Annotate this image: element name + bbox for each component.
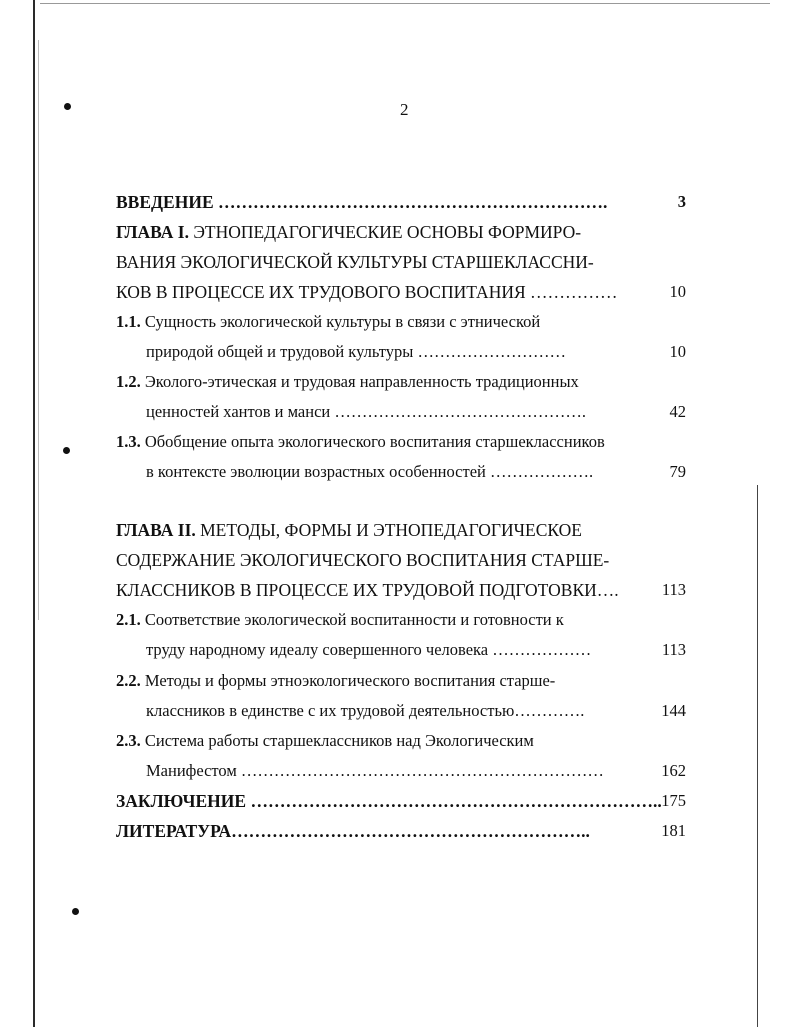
toc-entry-introduction[interactable] (116, 192, 607, 212)
toc-page-number: 113 (661, 640, 686, 659)
toc-section-number: 1.3. (116, 432, 141, 451)
toc-section-title-line (146, 701, 584, 721)
toc-section-title-text: природой общей и трудовой культуры (146, 342, 414, 361)
toc-chapter-title-line: ВАНИЯ ЭКОЛОГИЧЕСКОЙ КУЛЬТУРЫ СТАРШЕКЛАССНИ- (116, 252, 594, 272)
toc-page-number: 144 (661, 701, 686, 720)
toc-section-title-text: классников в единстве с их трудовой деятельностью (146, 701, 515, 720)
toc-leader-dots: …………………………………………………………. (218, 192, 608, 212)
toc-page-number: 181 (661, 821, 686, 840)
toc-page-number: 3 (677, 192, 686, 211)
toc-leader-dots: …………. (514, 701, 585, 720)
toc-section-title-line: Эколого-этическая и трудовая направленность традиционных (144, 372, 579, 391)
toc-page-number: 42 (669, 402, 686, 421)
toc-section-1-3[interactable] (116, 432, 605, 452)
toc-page-number: 162 (661, 761, 686, 780)
toc-section-title-text: труду народному идеалу совершенного человека (146, 640, 489, 659)
toc-section-title-line (146, 462, 593, 482)
toc-chapter-title-text: КЛАССНИКОВ В ПРОЦЕССЕ ИХ ТРУДОВОЙ ПОДГОТОВКИ (116, 580, 597, 600)
toc-entry-title: ЛИТЕРАТУРА (116, 821, 232, 841)
toc-leader-dots: ………………. (489, 462, 594, 481)
toc-section-title-line (146, 402, 586, 422)
toc-section-2-2[interactable] (116, 671, 555, 691)
toc-section-title-line (146, 342, 566, 362)
toc-section-title-line: Методы и формы этноэкологического воспитания старше- (144, 671, 556, 690)
toc-section-number: 1.1. (116, 312, 141, 331)
toc-leader-dots: …. (596, 580, 619, 600)
toc-section-title-line (146, 640, 591, 660)
toc-page-number: 10 (669, 282, 686, 301)
toc-entry-title: ВВЕДЕНИЕ (116, 192, 214, 212)
toc-section-title-line: Сущность экологической культуры в связи с этнической (144, 312, 541, 331)
toc-leader-dots: …………… (530, 282, 618, 302)
toc-page-number: 10 (669, 342, 686, 361)
toc-chapter-1-heading[interactable] (116, 222, 581, 242)
toc-chapter-title-line: МЕТОДЫ, ФОРМЫ И ЭТНОПЕДАГОГИЧЕСКОЕ (200, 520, 582, 540)
toc-page-number: 79 (669, 462, 686, 481)
toc-chapter-title-line: СОДЕРЖАНИЕ ЭКОЛОГИЧЕСКОГО ВОСПИТАНИЯ СТАРШЕ- (116, 550, 610, 570)
toc-leader-dots: ……………………… (417, 342, 566, 361)
toc-section-1-1[interactable] (116, 312, 540, 332)
toc-section-2-1[interactable] (116, 610, 564, 630)
toc-leader-dots: ……………… (492, 640, 592, 659)
toc-leader-dots: …………………………………………………………….. (250, 791, 662, 811)
toc-section-title-line: Обобщение опыта экологического воспитания старшеклассников (144, 432, 605, 451)
toc-chapter-title-text: КОВ В ПРОЦЕССЕ ИХ ТРУДОВОГО ВОСПИТАНИЯ (116, 282, 526, 302)
toc-chapter-title-line: ЭТНОПЕДАГОГИЧЕСКИЕ ОСНОВЫ ФОРМИРО- (193, 222, 582, 242)
toc-chapter-2-heading[interactable] (116, 520, 582, 540)
toc-chapter-title-line (116, 282, 618, 302)
toc-section-title-text: Манифестом (146, 761, 237, 780)
toc-leader-dots: …………………………………………………….. (231, 821, 590, 841)
page-number: 2 (400, 100, 409, 119)
toc-section-number: 2.1. (116, 610, 141, 629)
toc-chapter-label: ГЛАВА I. (116, 222, 189, 242)
toc-section-title-text: в контексте эволюции возрастных особенностей (146, 462, 486, 481)
toc-section-number: 2.3. (116, 731, 141, 750)
toc-section-number: 2.2. (116, 671, 141, 690)
toc-section-number: 1.2. (116, 372, 141, 391)
toc-page-number: 113 (661, 580, 686, 599)
toc-leader-dots: ………………………………………. (334, 402, 586, 421)
toc-entry-literature[interactable] (116, 821, 590, 841)
toc-section-2-3[interactable] (116, 731, 534, 751)
toc-leader-dots: ………………………………………………………… (240, 761, 604, 780)
toc-section-title-line: Система работы старшеклассников над Экологическим (144, 731, 534, 750)
toc-section-title-line: Соответствие экологической воспитанности и готовности к (144, 610, 564, 629)
toc-section-1-2[interactable] (116, 372, 579, 392)
toc-entry-conclusion[interactable] (116, 791, 662, 811)
toc-chapter-label: ГЛАВА II. (116, 520, 196, 540)
toc-section-title-text: ценностей хантов и манси (146, 402, 331, 421)
toc-chapter-title-line (116, 580, 619, 600)
toc-entry-title: ЗАКЛЮЧЕНИЕ (116, 791, 247, 811)
toc-section-title-line (146, 761, 604, 781)
toc-page-number: 175 (661, 791, 686, 810)
